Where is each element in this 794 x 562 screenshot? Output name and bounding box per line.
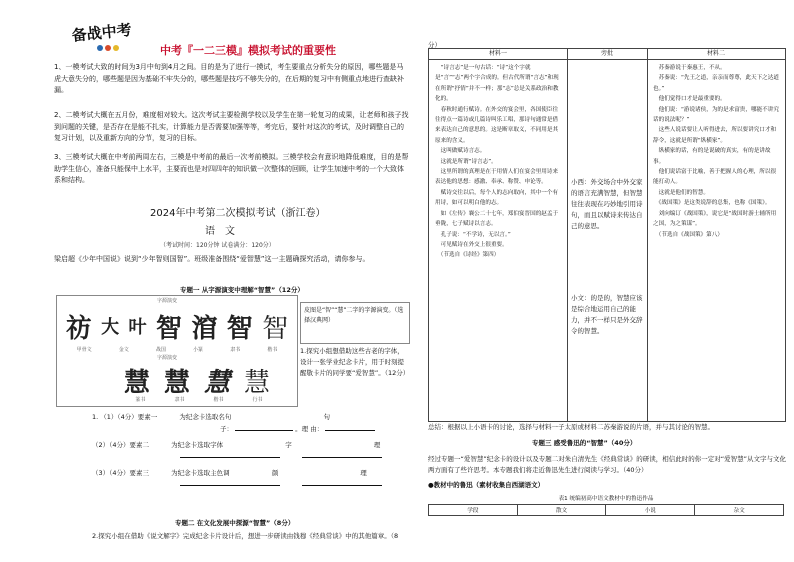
brand-logo <box>70 16 132 56</box>
glyph-label: 隶书 <box>174 397 185 403</box>
glyph-hui-2: 慧 <box>163 367 190 398</box>
glyph-zhi-7: 智 <box>262 313 289 344</box>
blank-label: 字 <box>285 441 292 449</box>
table-header-cell: 杂文 <box>695 505 784 516</box>
blank-label: 理 <box>373 441 381 449</box>
glyph-label: 小篆 <box>193 347 204 353</box>
glyph-zhi-6: 智 <box>226 313 253 344</box>
blank-label: 理 <box>360 469 367 477</box>
hui-label-row <box>121 396 277 403</box>
glyph-zhi-1: 祊 <box>65 313 92 344</box>
question-1-row-1 <box>92 412 330 421</box>
table-header-cell: 小说 <box>606 505 695 516</box>
glyph-source-note: 皮图是“智”“慧”二字的字源演变。（选择汉典网） <box>300 302 410 344</box>
glyph-label: 隶书 <box>230 347 241 353</box>
summary-question: 总结：根据以上小语卡的讨论，选择与材料一子太原或材料二苏秦游说的片语，并与其讨论的智慧。 <box>428 423 714 431</box>
question-2-text: 2.探究小组在借助《说文解字》完成纪念卡片设计后，想进一步研读由钱穆《经典常谈》中的其他篇章。（8 <box>92 532 399 540</box>
blank-label: 子： <box>220 425 233 433</box>
table-header-cell: 散文 <box>517 505 606 516</box>
table-header-cell: 学段 <box>429 505 518 516</box>
exam-info: （考试时间：120分钟 试卷满分：120分） <box>160 242 275 249</box>
blank-label: 句 <box>323 413 330 421</box>
question-3-answer <box>180 480 382 488</box>
glyph-zhi-4: 智 <box>155 313 182 344</box>
answer-blank[interactable] <box>235 430 293 431</box>
column-header-material-1: 材料一 <box>429 49 567 60</box>
answer-blank[interactable] <box>180 457 280 458</box>
glyph-label: 行书 <box>252 397 263 403</box>
glyph-zhi-2: 大 <box>101 317 120 338</box>
importance-paragraph-2: 2、二模考试大概在五月份，难度相对较大。这次考试主要检测学校以及学生在第一轮复习的成果，让老师和孩子找到问题的关键，是否存在是能不扎实，计算能力是否需要加强等等，考完后，要针对这次的考试，及时调整自己的复习计划，以及重新方向的分节，复习的目标。 <box>54 111 409 142</box>
right-page <box>422 0 792 562</box>
question-part: （2）（4分）要素二 <box>92 441 150 449</box>
question-number: 1. <box>92 413 99 421</box>
column-header-material-2: 材料二 <box>647 49 785 60</box>
glyph-label: 战国 <box>155 347 166 353</box>
question-3-row <box>92 468 367 477</box>
question-desc: 为纪念卡选取名句 <box>179 413 232 421</box>
task-description: 1.探究小组想借助这些古老的字体，设计一张学业纪念卡片，用于时刻提醒敬卡片的同学要“爱智慧”。（12分） <box>300 347 410 377</box>
glyph-evolution-figure <box>56 295 298 407</box>
continued-score: 分） <box>428 41 441 49</box>
glyph-caption-top: 字源演变 <box>157 298 178 304</box>
glyph-hui-4: 慧 <box>243 367 270 398</box>
glyph-label: 篆书 <box>135 397 146 403</box>
zhi-label-row <box>63 346 291 353</box>
annotation-xiaowen: 小文：的是的，智慧应该是综合地运用自己的能力，并不一样只是外交辞令的智慧。 <box>571 294 643 335</box>
answer-blank[interactable] <box>325 430 375 431</box>
column-divider <box>647 49 648 421</box>
exam-title: 2024年中考第二次模拟考试（浙江卷） <box>150 208 326 219</box>
exam-intro: 梁启超《少年中国说》说到“少年智则国智”。班级准备围绕“爱智慧”这一主题确探究活动，请你参与。 <box>54 255 370 263</box>
table-caption: 表1 统编初高中语文教材中的鲁迅作品 <box>558 496 654 502</box>
column-divider <box>567 49 568 421</box>
question-desc: 为纪念卡选取主色调 <box>171 469 230 477</box>
glyph-zhi-5: 㴭 <box>191 313 218 344</box>
question-part: （3）（4分）要素三 <box>92 469 150 477</box>
section-3-paragraph: 经过专题一“爱智慧”纪念卡的设计以及专题二对朱自清先生《经典常谈》的研读，相信此时的你一定对“爱智慧”从文字与文化两方面有了些许思考。本专题我们将走近鲁迅先生进行阅读与学习。（40分） <box>428 455 786 474</box>
zhi-glyph-row <box>61 306 293 346</box>
glyph-label: 金文 <box>118 347 129 353</box>
textbook-section-heading: ●教材中的鲁迅（素材收集自西湖语文） <box>428 481 545 489</box>
blank-label: 。理 <box>295 425 309 433</box>
exam-subject: 语文 <box>205 226 245 237</box>
importance-paragraph-3: 3、三模考试大概在中考前两周左右，三模是中考前的最后一次考前模拟。三模学校会有意识地降低难度，目的是帮助学生信心，准备只能保中上水平，主要而也是对四四年的知识做一次整体的回顾，让学生加速中考的一个大致体系和结构。 <box>54 153 409 184</box>
importance-paragraph-1: 1、一模考试大致的时间为3月中旬到4月之间。目的是为了进行一摸试，考生要重点分析失分的原因，哪些题是马虎大意失分的，哪些题是因为基础不牢失分的，哪些题是技巧不够失分的，在后期的复习中有侧重点地进行查缺补漏。 <box>54 63 404 94</box>
glyph-label: 楷书 <box>213 397 224 403</box>
question-desc: 为纪念卡选取字体 <box>171 441 224 449</box>
answer-blank[interactable] <box>180 485 280 486</box>
glyph-hui-1: 慧 <box>123 367 150 398</box>
answer-blank[interactable] <box>302 457 382 458</box>
question-part: （1）（4分）要素一 <box>100 413 158 421</box>
svg-text:备战中考: 备战中考 <box>70 20 132 45</box>
section-1-title: 专题一 从字源演变中理解“智慧”（12分） <box>180 286 304 294</box>
glyph-label: 楷书 <box>267 347 278 353</box>
logo-icon <box>70 16 132 56</box>
annotation-xiaoxi: 小西：外交场合中外交家的语言充满智慧，但智慧往往表现在巧妙地引用诗句，而且以赋诗来传达自己的意思。 <box>571 178 643 230</box>
luxun-works-table <box>428 492 784 516</box>
table-header-row <box>429 505 784 516</box>
question-2-answer <box>180 452 382 460</box>
question-1-answer <box>220 424 375 433</box>
blank-label: 颜 <box>271 469 279 477</box>
answer-blank[interactable] <box>302 485 382 486</box>
column-header-annotation: 旁批 <box>567 49 647 60</box>
section-2-title: 专题二 在文化发展中探源“智慧”（8分） <box>175 519 295 527</box>
material-2-text: 苏秦游说于秦惠王，不从。 苏秦说：“先王之道，亲亲而尊尊，此天下之达道也。” 他们觉得口才是最重要的。 他们说：“游说诸侯，为的是求富贵，哪能不讲究话的说法呢？” 这些人说话要让人听得进去，所以要讲究口才和辞令，这就是所谓“纵横家”。 纵横家的话，有的是说破的真实，有的是讲故事。 他们说话富于比喻，善于把握人的心理，所以很能打动人。 这就是他们的智慧。 《战国策》是这类说辞的总集，也称《国策》。 刘向编订《战国策》，说它是“战国时游士辅所用之国，为之策谋”。 （节选自《战国策》第八） <box>653 65 779 238</box>
blank-label: 由： <box>310 425 324 433</box>
question-2-row <box>92 440 380 449</box>
section-3-title: 专题三 感受鲁迅的“智慧”（40分） <box>532 439 637 447</box>
materials-table <box>428 48 786 422</box>
material-1-text: “诗言志”是一句古话：“诗”这个字就是“言”“志”两个字合成的。但古代所谓“言志”和现在所谓“抒情”并不一样；那“志”总是关系政治和教化的。 春秋时通行赋诗。在外交的宴会里，各国使臣往往得点一篇诗或几篇诗叫乐工唱，那诗句通常是借来表达自己的意思的。这是断章取义，不同用是其原来的含义。 这叫做赋诗言志。 这就是所谓“诗言志”。 这里所谓的真理是在于用情人们在宴会里用诗来表达他的思想：感激、奉承、称赞、申论等。 赋诗交往以后，每个人的志向取向，其中一个有用诗，如可以明白他的志。 如《左传》襄公二十七年，郑伯宴晋国的赵孟于垂陇，七子赋诗以言志。 孔子说：“不学诗，无以言。” 可见赋诗在外交上很重要。 （节选自《诗经》第四） <box>435 65 559 259</box>
glyph-zhi-3: 叶 <box>128 317 147 338</box>
glyph-label: 甲骨文 <box>76 347 92 353</box>
page-headline: 中考『一二三模』模拟考试的重要性 <box>160 44 336 57</box>
hui-glyph-row <box>117 362 277 398</box>
glyph-caption-mid: 字源演变 <box>157 355 178 361</box>
glyph-hui-3: 慧 <box>203 367 230 398</box>
